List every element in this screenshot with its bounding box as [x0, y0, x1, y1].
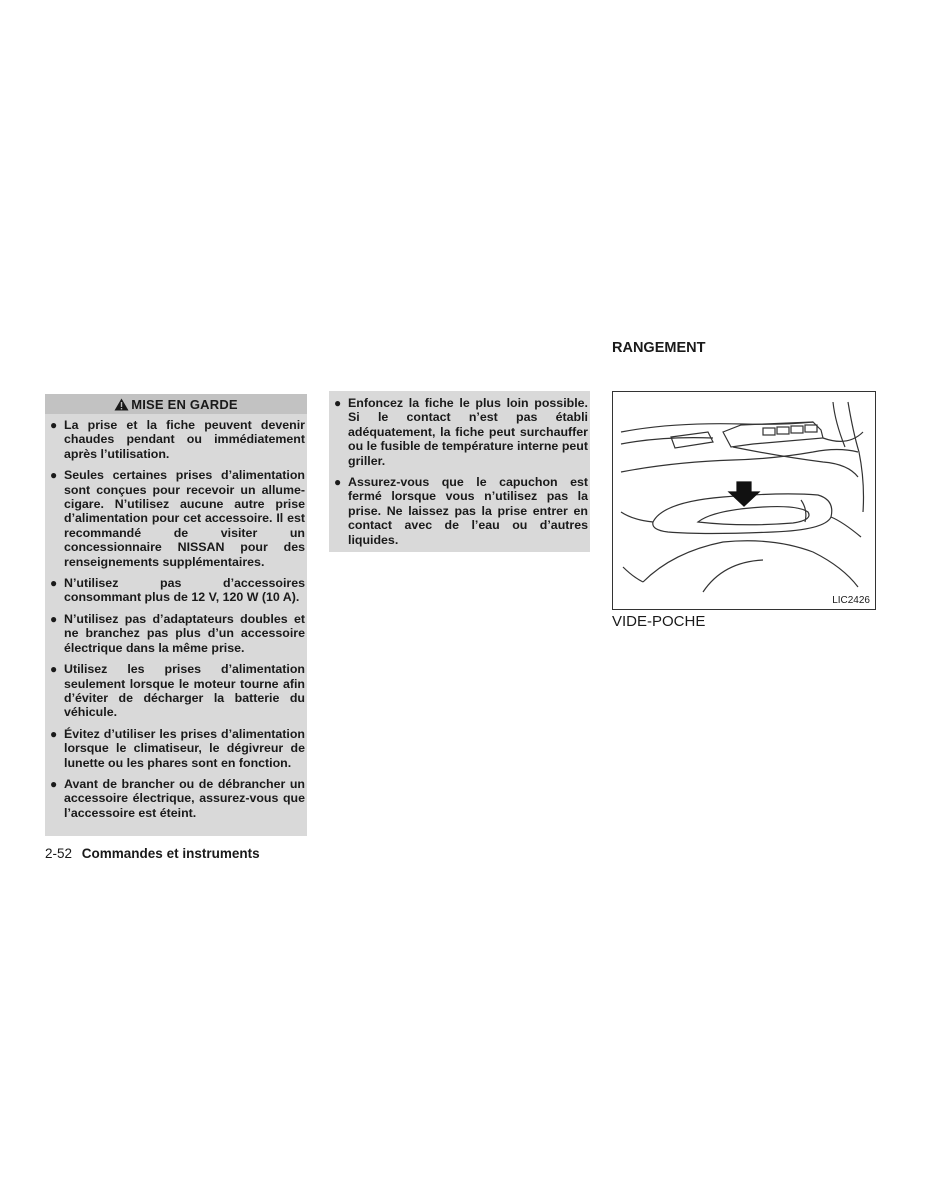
bullet-dot: ●	[50, 662, 58, 677]
door-pocket-illustration	[613, 392, 875, 609]
page-footer	[45, 846, 260, 861]
section-title: RANGEMENT	[612, 340, 706, 356]
bullet-dot: ●	[50, 611, 58, 626]
chapter-title: Commandes et instruments	[81, 846, 260, 861]
warning-title-text: MISE EN GARDE	[131, 396, 238, 412]
figure-storage-pocket	[612, 391, 876, 610]
warning-title	[45, 394, 307, 414]
warning-item: ● Seules certaines prises d’alimentation sont conçues pour recevoir un allume-cigare. N’utilisez aucune autre prise d’alimentation pour cet accessoire. Il est recommandé de visiter un concessionnaire NISSAN pour des renseignements supplémentaires.	[50, 468, 305, 569]
bullet-dot: ●	[50, 726, 58, 741]
warning-item: ● Avant de brancher ou de débrancher un accessoire électrique, assurez-vous que l’accessoire est éteint.	[50, 776, 305, 820]
bullet-dot: ●	[50, 468, 58, 483]
warning-item: ● Enfoncez la fiche le plus loin possible. Si le contact n’est pas établi adéquatement, la fiche peut surchauffer ou le fusible de température interne peut griller.	[334, 396, 588, 468]
page-number: 2-52	[45, 846, 73, 861]
figure-caption: VIDE-POCHE	[612, 613, 706, 630]
bullet-dot: ●	[50, 418, 58, 432]
bullet-dot: ●	[334, 475, 342, 490]
figure-code: LIC2426	[832, 595, 870, 606]
warning-item: ● Utilisez les prises d’alimentation seulement lorsque le moteur tourne afin d’éviter de décharger la batterie du véhicule.	[50, 662, 305, 720]
bullet-dot: ●	[50, 576, 58, 591]
warning-list	[47, 418, 305, 827]
bullet-dot: ●	[334, 396, 342, 410]
warning-item: ● N’utilisez pas d’accessoires consommant plus de 12 V, 120 W (10 A).	[50, 576, 305, 605]
warning-item: ● Assurez-vous que le capuchon est fermé lorsque vous n’utilisez pas la prise. Ne laissez pas la prise entrer en contact avec de l’eau ou d’autres liquides.	[334, 475, 588, 547]
bullet-dot: ●	[50, 776, 58, 791]
warning-item: ● N’utilisez pas d’adaptateurs doubles et ne branchez pas plus d’un accessoire électrique dans la même prise.	[50, 611, 305, 655]
warning-continued-list	[331, 396, 588, 554]
warning-item: ● Évitez d’utiliser les prises d’alimentation lorsque le climatiseur, le dégivreur de lunette ou les phares sont en fonction.	[50, 726, 305, 770]
warning-item: ● La prise et la fiche peuvent devenir chaudes pendant ou immédiatement après l’utilisation.	[50, 418, 305, 461]
warning-triangle-icon	[114, 398, 129, 411]
